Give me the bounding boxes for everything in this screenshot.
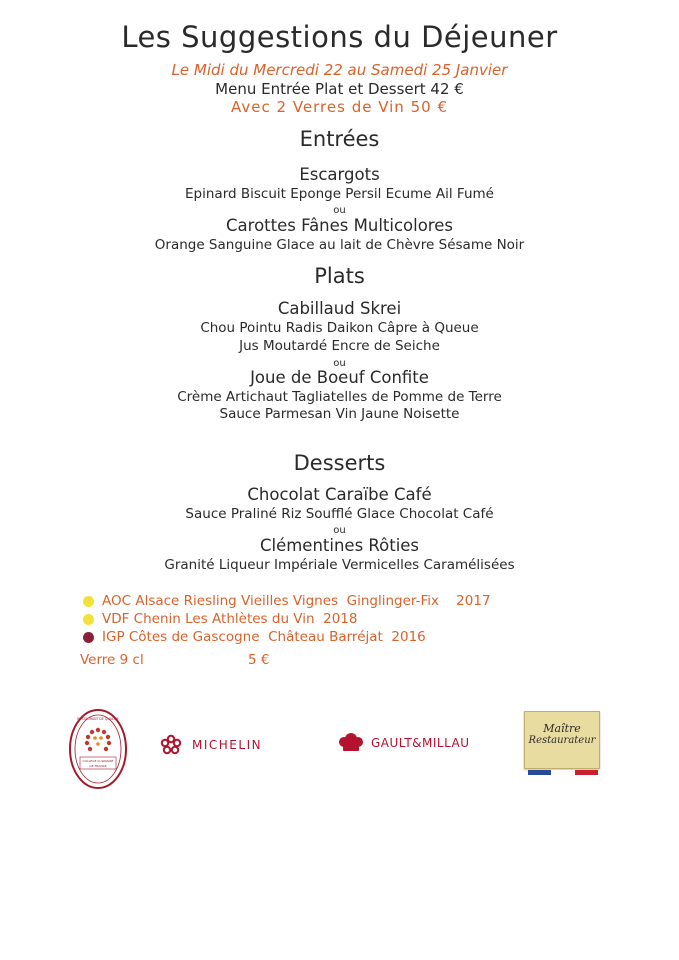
dish-description: Crème Artichaut Tagliatelles de Pomme de Terre [177,389,502,405]
maitre-restaurateur-logo [524,711,600,779]
gault-millau-label: GAULT&MILLAU [371,736,470,750]
dish-name: Clémentines Rôties [259,536,420,555]
maitre-line2: Restaurateur [528,735,596,746]
wine-item [83,628,426,646]
menu-title: Les Suggestions du Déjeuner [121,20,558,54]
maitre-plaque [524,711,600,769]
michelin-logo [160,734,262,756]
dish-name: Escargots [299,165,380,184]
dish-description: Orange Sanguine Glace au lait de Chèvre Sésame Noir [154,237,525,253]
red-wine-dot-icon [83,632,94,643]
tricolor-ribbon [528,770,598,775]
wine-label: VDF Chenin Les Athlètes du Vin 2018 [102,611,358,627]
svg-text:DE FRANCE: DE FRANCE [89,764,107,768]
dish-description: Jus Moutardé Encre de Seiche [239,338,440,354]
section-heading-plats: Plats [314,264,365,288]
dish-description: Sauce Parmesan Vin Jaune Noisette [219,406,460,422]
section-heading-desserts: Desserts [293,451,386,475]
dish-name: Joue de Boeuf Confite [250,368,429,387]
dish-name: Carottes Fânes Multicolores [226,216,453,235]
dish-description: Sauce Praliné Riz Soufflé Glace Chocolat Café [185,506,494,522]
dish-name: Cabillaud Skrei [277,299,402,318]
svg-text:RESTAURANT DE QUALITE: RESTAURANT DE QUALITE [77,717,119,721]
wine-offer-price: Avec 2 Verres de Vin 50 € [231,98,448,116]
glass-size: Verre 9 cl [80,652,144,668]
wine-item [83,592,491,610]
section-heading-entrees: Entrées [299,127,380,151]
dish-name: Chocolat Caraïbe Café [247,485,432,504]
chef-toque-icon [337,732,367,754]
menu-dates: Le Midi du Mercredi 22 au Samedi 25 Janvier [171,61,508,79]
white-wine-dot-icon [83,596,94,607]
gault-millau-logo [337,732,470,754]
or-separator: ou [333,205,346,216]
or-separator: ou [333,358,346,369]
college-culinaire-seal-logo [68,708,128,790]
menu-price: Menu Entrée Plat et Dessert 42 € [215,80,464,98]
wine-label: IGP Côtes de Gascogne Château Barréjat 2016 [102,629,426,645]
michelin-star-icon [160,734,182,756]
dish-description: Granité Liqueur Impériale Vermicelles Caramélisées [164,557,515,573]
wine-item [83,610,357,628]
wine-list [80,592,600,672]
maitre-line1: Maître [543,722,581,735]
wine-label: AOC Alsace Riesling Vieilles Vignes Ginglinger-Fix 2017 [102,593,491,609]
glass-price: 5 € [248,652,270,668]
svg-text:COLLEGE CULINAIRE: COLLEGE CULINAIRE [82,759,114,763]
white-wine-dot-icon [83,614,94,625]
dish-description: Epinard Biscuit Eponge Persil Ecume Ail Fumé [185,186,494,202]
michelin-label: MICHELIN [192,738,263,752]
dish-description: Chou Pointu Radis Daikon Câpre à Queue [200,320,479,336]
or-separator: ou [333,525,346,536]
